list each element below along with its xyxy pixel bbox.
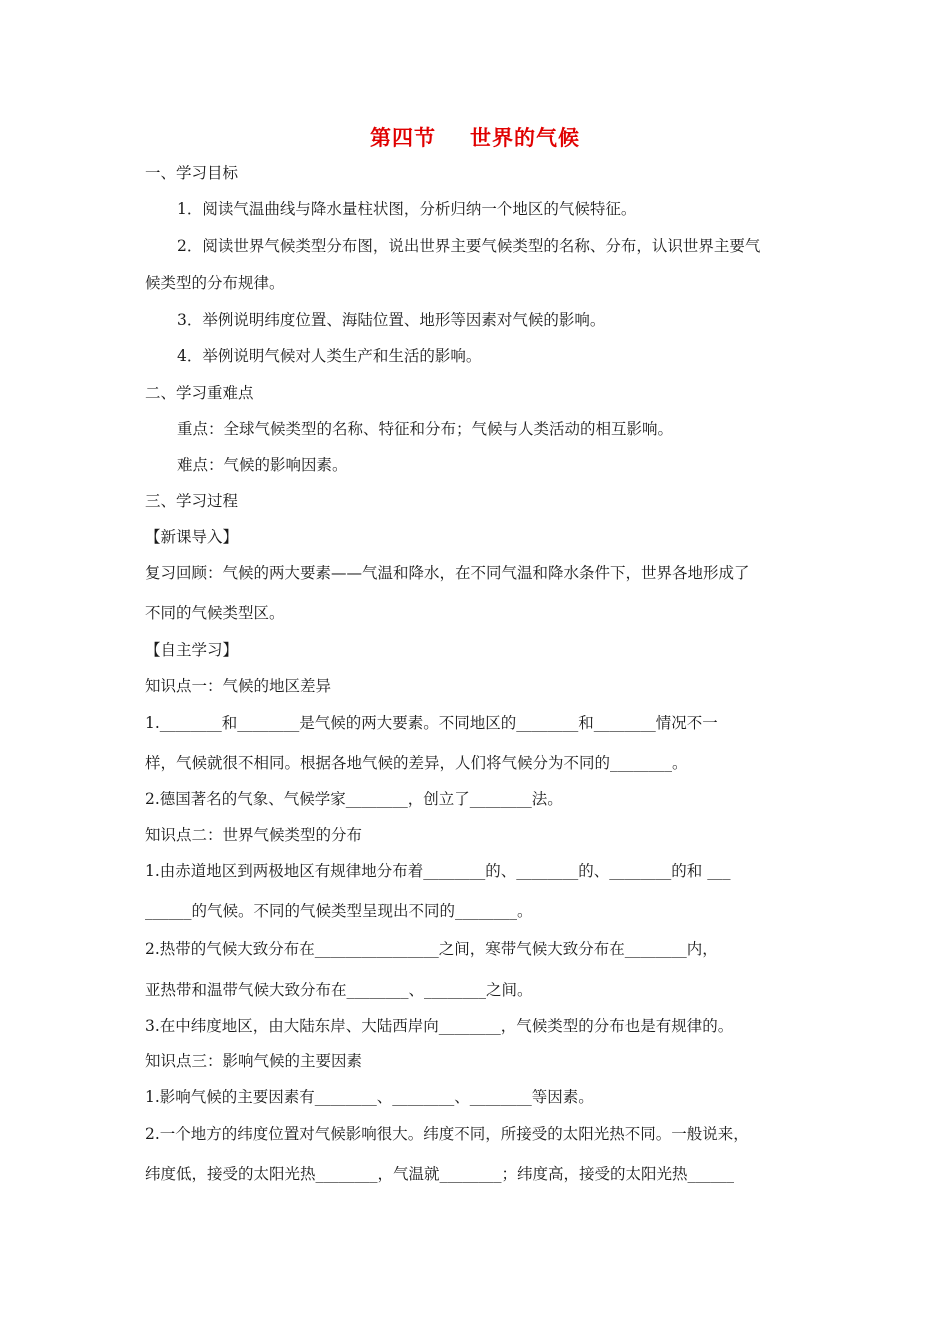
review-text: 复习回顾：气候的两大要素——气温和降水，在不同气温和降水条件下，世界各地形成了 (145, 564, 750, 582)
knowledge-point-3: 知识点三：影响气候的主要因素 (145, 1052, 363, 1070)
kp2-item-3: 3.在中纬度地区，由大陆东岸、大陆西岸向________，气候类型的分布也是有规律的。 (145, 1017, 734, 1035)
section-title: 世界的气候 (470, 126, 580, 150)
kp2-item-1-cont: ______的气候。不同的气候类型呈现出不同的________。 (145, 902, 533, 920)
kp1-item-1-cont: 样，气候就很不相同。根据各地气候的差异，人们将气候分为不同的________。 (145, 754, 688, 772)
page-title (0, 122, 950, 152)
goal-4: 4．举例说明气候对人类生产和生活的影响。 (177, 347, 482, 365)
section-number: 第四节 (370, 126, 436, 150)
heading-learning-process: 三、学习过程 (145, 492, 239, 510)
difficult-point: 难点：气候的影响因素。 (177, 456, 348, 474)
heading-self-study: 【自主学习】 (145, 641, 239, 659)
kp2-item-1: 1.由赤道地区到两极地区有规律地分布着________的、________的、________的和 ___ (145, 862, 731, 880)
key-point: 重点：全球气候类型的名称、特征和分布；气候与人类活动的相互影响。 (177, 420, 674, 438)
heading-key-points: 二、学习重难点 (145, 384, 254, 402)
kp1-item-2: 2.德国著名的气象、气候学家________，创立了________法。 (145, 790, 563, 808)
goal-2-cont: 候类型的分布规律。 (145, 274, 285, 292)
goal-1: 1．阅读气温曲线与降水量柱状图，分析归纳一个地区的气候特征。 (177, 200, 637, 218)
kp3-item-1: 1.影响气候的主要因素有________、________、________等因素。 (145, 1088, 594, 1106)
heading-learning-goals: 一、学习目标 (145, 164, 239, 182)
goal-3: 3．举例说明纬度位置、海陆位置、地形等因素对气候的影响。 (177, 311, 606, 329)
kp3-item-2: 2.一个地方的纬度位置对气候影响很大。纬度不同，所接受的太阳光热不同。一般说来， (145, 1125, 749, 1143)
kp3-item-2-cont: 纬度低，接受的太阳光热________，气温就________；纬度高，接受的太阳光热______ (145, 1165, 735, 1183)
knowledge-point-2: 知识点二：世界气候类型的分布 (145, 826, 363, 844)
heading-new-lesson: 【新课导入】 (145, 528, 239, 546)
kp2-item-2: 2.热带的气候大致分布在________________之间，寒带气候大致分布在________内， (145, 940, 718, 958)
goal-2: 2．阅读世界气候类型分布图，说出世界主要气候类型的名称、分布，认识世界主要气 (177, 237, 761, 255)
review-text-cont: 不同的气候类型区。 (145, 604, 285, 622)
kp1-item-1: 1.________和________是气候的两大要素。不同地区的________和________情况不一 (145, 714, 718, 732)
kp2-item-2-cont: 亚热带和温带气候大致分布在________、________之间。 (145, 981, 533, 999)
knowledge-point-1: 知识点一：气候的地区差异 (145, 677, 332, 695)
